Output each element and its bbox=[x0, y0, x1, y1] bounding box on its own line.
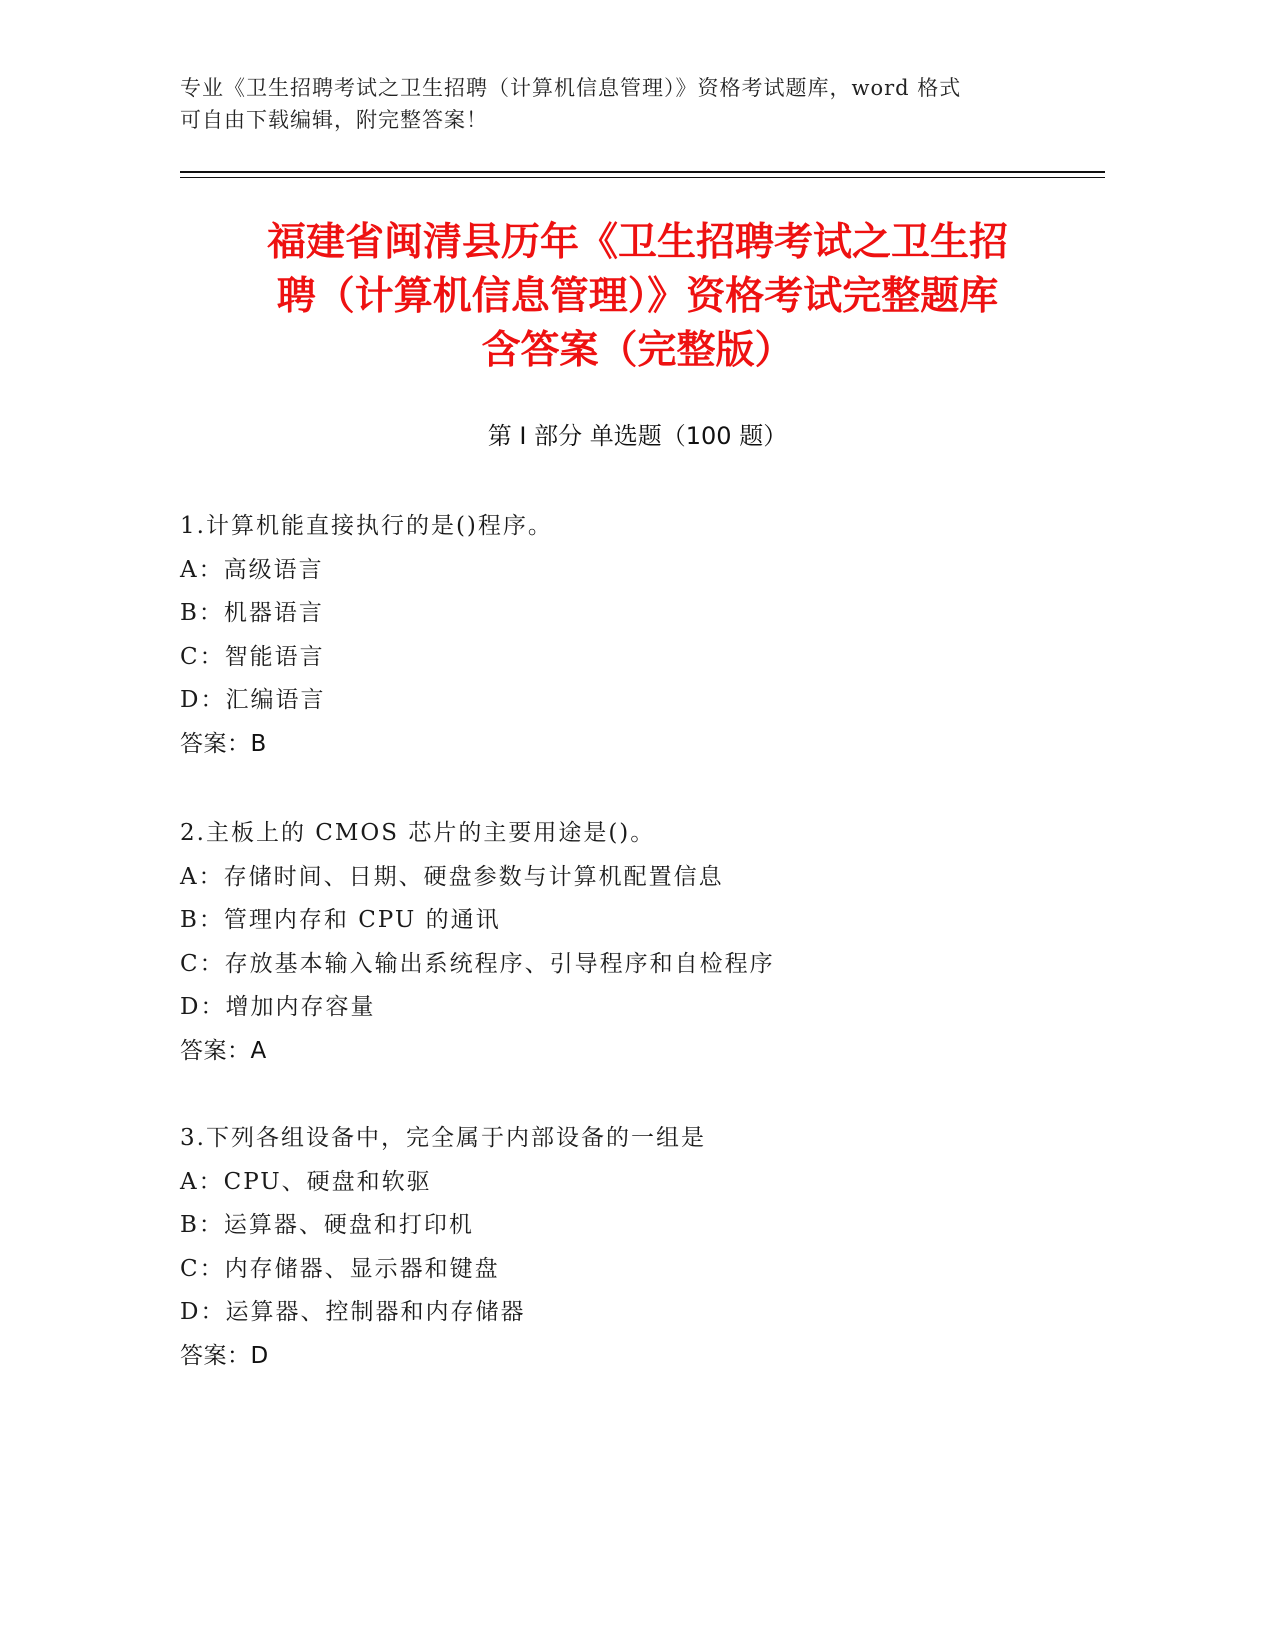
title-line-2: 聘（计算机信息管理）》资格考试完整题库 bbox=[276, 274, 999, 319]
option-a: A：高级语言 bbox=[180, 556, 324, 583]
title-line-1: 福建省闽清县历年《卫生招聘考试之卫生招 bbox=[266, 220, 1008, 265]
answer: 答案：D bbox=[180, 1342, 269, 1369]
answer: 答案：A bbox=[180, 1037, 267, 1064]
document-title bbox=[150, 216, 1125, 378]
question-3 bbox=[180, 1117, 1130, 1378]
question-2 bbox=[180, 812, 1130, 1073]
option-a: A：存储时间、日期、硬盘参数与计算机配置信息 bbox=[180, 863, 724, 890]
option-c: C：内存储器、显示器和键盘 bbox=[180, 1255, 500, 1282]
option-d: D：汇编语言 bbox=[180, 687, 326, 713]
option-b: B：管理内存和 CPU 的通讯 bbox=[180, 907, 501, 933]
header-note-line-2: 可自由下载编辑，附完整答案！ bbox=[180, 108, 488, 132]
option-b: B：机器语言 bbox=[180, 600, 324, 626]
question-1 bbox=[180, 505, 1130, 766]
header-note-line-1: 专业《卫生招聘考试之卫生招聘（计算机信息管理）》资格考试题库，word 格式 bbox=[180, 76, 962, 100]
option-c: C：智能语言 bbox=[180, 643, 325, 670]
option-d: D：运算器、控制器和内存储器 bbox=[180, 1299, 526, 1325]
section-heading: 第 I 部分 单选题（100 题） bbox=[487, 422, 788, 450]
question-stem: 2.主板上的 CMOS 芯片的主要用途是()。 bbox=[180, 820, 656, 846]
option-d: D：增加内存容量 bbox=[180, 994, 376, 1020]
header-note bbox=[180, 72, 1080, 136]
title-line-3: 含答案（完整版） bbox=[481, 328, 794, 373]
header-divider-thick bbox=[180, 171, 1105, 173]
option-c: C：存放基本输入输出系统程序、引导程序和自检程序 bbox=[180, 950, 775, 977]
question-stem: 1.计算机能直接执行的是()程序。 bbox=[180, 513, 553, 539]
header-divider-thin bbox=[180, 177, 1105, 178]
answer: 答案：B bbox=[180, 730, 267, 757]
option-a: A：CPU、硬盘和软驱 bbox=[180, 1168, 432, 1195]
question-stem: 3.下列各组设备中，完全属于内部设备的一组是 bbox=[180, 1125, 706, 1151]
option-b: B：运算器、硬盘和打印机 bbox=[180, 1212, 474, 1238]
